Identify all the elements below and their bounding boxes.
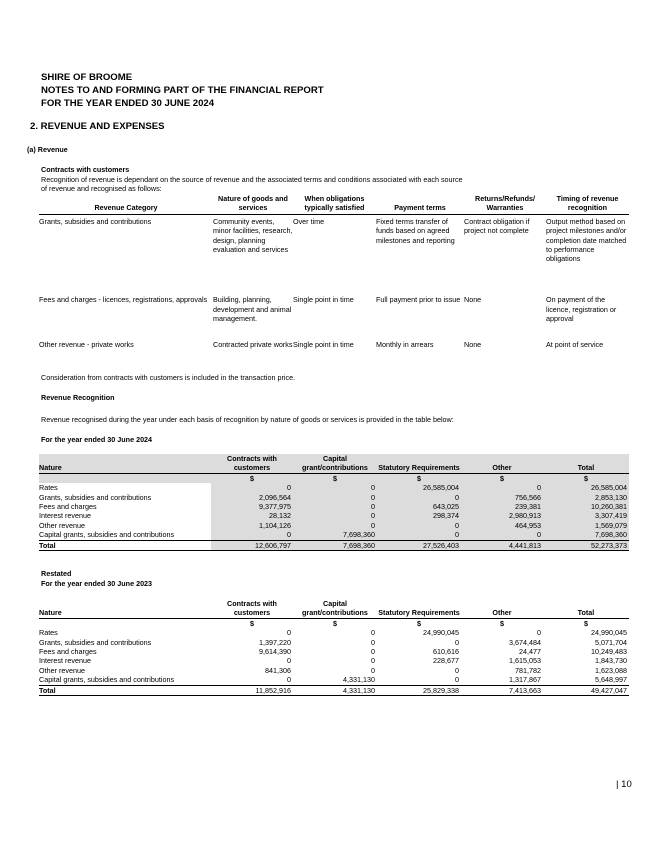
table-row [39,530,629,540]
column-header: Returns/Refunds/ Warranties [464,194,546,214]
column-header: Revenue Category [39,194,213,214]
table-cell: 9,377,975 [211,502,293,511]
table-cell: 0 [211,530,293,540]
row-label: Interest revenue [39,511,91,521]
header-entity: SHIRE OF BROOME [41,72,133,83]
table-cell: 0 [287,656,291,666]
table-cell: 0 [211,483,293,492]
table-cell: 10,249,483 [591,647,627,657]
table-cell: 0 [377,521,461,530]
table-cell: 5,648,997 [595,675,627,685]
table-cell: 1,397,220 [259,637,291,647]
table-cell: 49,427,047 [543,685,629,695]
currency-cell: $ [584,618,588,628]
table-cell: At point of service [546,340,604,350]
table-cell: 7,698,360 [293,530,377,540]
table-header-row [39,454,629,473]
row-label: Total [39,540,211,550]
table-cell: 643,025 [377,502,461,511]
table-cell: None [464,295,482,305]
currency-cell [39,473,211,483]
table-cell: 298,374 [377,511,461,520]
row-label: Fees and charges [39,647,97,657]
column-header: Total [543,599,629,618]
table-cell: 2,980,913 [461,511,543,520]
table-cell: 1,104,126 [211,521,293,530]
table-cell: None [464,340,482,350]
table-cell: 0 [287,628,291,638]
revenue-table-2024 [39,454,629,551]
table-row [39,638,629,647]
currency-cell: $ [293,473,377,483]
table-cell: 228,677 [433,656,459,666]
row-label: Grants, subsidies and contributions [39,492,152,502]
table-cell: 1,615,053 [509,656,541,666]
table-cell: 24,990,045 [423,628,459,638]
table-cell: 0 [293,493,377,502]
recognition-heading: Revenue Recognition [41,393,115,402]
table-row [39,293,629,338]
column-header: Contracts with customers [211,454,293,473]
table-row [39,628,629,637]
table-cell: 0 [293,483,377,492]
revenue-table-2023 [39,599,629,696]
column-header: Contracts with customers [211,599,293,618]
currency-row [39,618,629,628]
table-cell: Building, planning, development and animal management. [213,295,292,324]
row-label: Other revenue [39,520,85,530]
table-row [39,511,629,520]
table-cell: 26,585,004 [543,483,629,492]
table-cell: 4,441,813 [461,540,543,550]
table-cell: Fees and charges - licences, registrations, approvals [39,295,208,305]
header-period: FOR THE YEAR ENDED 30 JUNE 2024 [41,98,215,109]
table-row [39,647,629,656]
row-label: Other revenue [39,665,85,675]
table-cell: 3,307,419 [543,511,629,520]
table-row [39,675,629,685]
table-cell: 0 [461,483,543,492]
table-cell: Contract obligation if project not complete [464,216,530,236]
table-cell: 239,381 [461,502,543,511]
table-cell: 0 [377,530,461,540]
table-cell: 0 [293,521,377,530]
table-cell: 1,843,730 [595,656,627,666]
table-cell: 0 [293,502,377,511]
table-row [39,521,629,530]
row-label: Rates [39,628,58,638]
table-cell: Grants, subsidies and contributions [39,216,152,226]
restated-label: Restated [41,569,72,578]
table-cell: Single point in time [293,340,354,350]
table-cell: 3,674,484 [509,637,541,647]
contracts-footnote: Consideration from contracts with customers is included in the transaction price. [41,373,296,382]
table-cell: 9,614,390 [259,647,291,657]
table-cell: Contracted private works [213,340,293,350]
column-header: Nature [39,454,211,473]
column-header: Other [461,454,543,473]
table-cell: 28,132 [211,511,293,520]
row-label: Capital grants, subsidies and contributions [39,675,175,685]
column-header: When obligations typically satisfied [293,194,376,214]
row-label: Fees and charges [39,502,97,512]
currency-cell: $ [417,618,421,628]
table-header-row [39,194,629,214]
table-row [39,502,629,511]
table-cell: 0 [461,530,543,540]
table-cell: Single point in time [293,295,354,305]
header-report-title: NOTES TO AND FORMING PART OF THE FINANCIAL REPORT [41,85,324,96]
report-header [41,71,324,110]
table-cell: 1,623,088 [595,665,627,675]
table-cell: 610,616 [433,647,459,657]
table-cell: Output method based on project milestones and/or completion date matched to performance obligations [546,216,627,264]
table-cell: 0 [537,628,541,638]
table-cell: 7,698,360 [543,530,629,540]
column-header: Total [543,454,629,473]
table-cell: 7,413,663 [461,685,543,695]
table-cell: 1,569,079 [543,521,629,530]
column-header: Capital grant/contributions [293,599,377,618]
table-row [39,338,629,349]
currency-cell: $ [211,473,293,483]
table-row [39,493,629,502]
table-cell: 0 [371,628,375,638]
row-label: Interest revenue [39,656,91,666]
contracts-intro-line-2: of revenue and recognised as follows: [41,184,162,193]
currency-cell: $ [543,473,629,483]
table-cell: Over time [293,216,325,226]
row-label: Capital grants, subsidies and contributions [39,530,175,540]
table-2024-heading: For the year ended 30 June 2024 [41,435,153,444]
table-cell: 0 [371,637,375,647]
revenue-category-table [39,194,629,350]
table-cell: Monthly in arrears [376,340,434,350]
column-header: Nature of goods and services [213,194,293,214]
currency-cell: $ [250,618,254,628]
table-cell: 781,782 [515,665,541,675]
contracts-intro-line-1: Recognition of revenue is dependant on the source of revenue and the associated terms and conditions associated with each source [41,174,463,184]
table-cell: 0 [455,665,459,675]
column-header: Capital grant/contributions [293,454,377,473]
table-cell: 0 [455,637,459,647]
currency-cell: $ [333,618,337,628]
table-row [39,214,629,293]
table-2023-heading: For the year ended 30 June 2023 [41,579,153,588]
table-cell: 756,566 [461,493,543,502]
table-cell: On payment of the licence, registration or approval [546,295,617,324]
currency-cell: $ [377,473,461,483]
table-cell: Community events, minor facilities, research, design, planning evaluation and services [213,216,293,255]
table-cell: 10,260,381 [543,502,629,511]
table-cell: 464,953 [461,521,543,530]
column-header: Other [461,599,543,618]
currency-row [39,473,629,483]
row-label: Rates [39,483,58,493]
column-header: Nature [39,599,211,618]
table-cell: 25,829,338 [377,685,461,695]
table-cell: 12,606,797 [211,540,293,550]
table-cell: 52,273,373 [543,540,629,550]
section-title: 2. REVENUE AND EXPENSES [30,121,165,132]
table-row [39,656,629,665]
table-cell: 4,331,130 [343,675,375,685]
table-cell: 0 [371,647,375,657]
table-cell: 0 [377,493,461,502]
currency-cell [39,618,211,628]
table-cell: 0 [371,656,375,666]
table-cell: 7,698,360 [293,540,377,550]
currency-cell: $ [500,618,504,628]
table-cell: 0 [287,675,291,685]
table-cell: 5,071,704 [595,637,627,647]
table-cell: 24,477 [519,647,541,657]
column-header: Statutory Requirements [377,454,461,473]
column-header: Payment terms [376,194,464,214]
table-cell: 4,331,130 [293,685,377,695]
table-header-row [39,599,629,618]
table-cell: 24,990,045 [591,628,627,638]
contracts-heading: Contracts with customers [41,165,130,174]
total-row [39,540,629,550]
page-number: | 10 [616,779,632,790]
recognition-intro: Revenue recognised during the year under each basis of recognition by nature of goods or services is provided in the table below: [41,415,454,424]
table-cell: Other revenue - private works [39,340,134,350]
table-row [39,483,629,492]
table-cell: 0 [293,511,377,520]
table-cell: 1,317,867 [509,675,541,685]
table-cell: 841,306 [265,665,291,675]
currency-cell: $ [461,473,543,483]
table-cell: 2,096,564 [211,493,293,502]
table-cell: 0 [371,665,375,675]
table-cell: 11,852,916 [211,685,293,695]
row-label: Total [39,685,211,695]
table-cell: 0 [455,675,459,685]
table-row [39,666,629,675]
table-cell: Full payment prior to issue [376,295,461,305]
table-cell: 26,585,004 [377,483,461,492]
subsection-title: (a) Revenue [27,145,68,154]
table-cell: 2,853,130 [543,493,629,502]
row-label: Grants, subsidies and contributions [39,637,152,647]
column-header: Timing of revenue recognition [546,194,629,214]
total-row [39,685,629,695]
column-header: Statutory Requirements [377,599,461,618]
table-cell: 27,526,403 [377,540,461,550]
table-cell: Fixed terms transfer of funds based on agreed milestones and reporting [376,216,455,245]
